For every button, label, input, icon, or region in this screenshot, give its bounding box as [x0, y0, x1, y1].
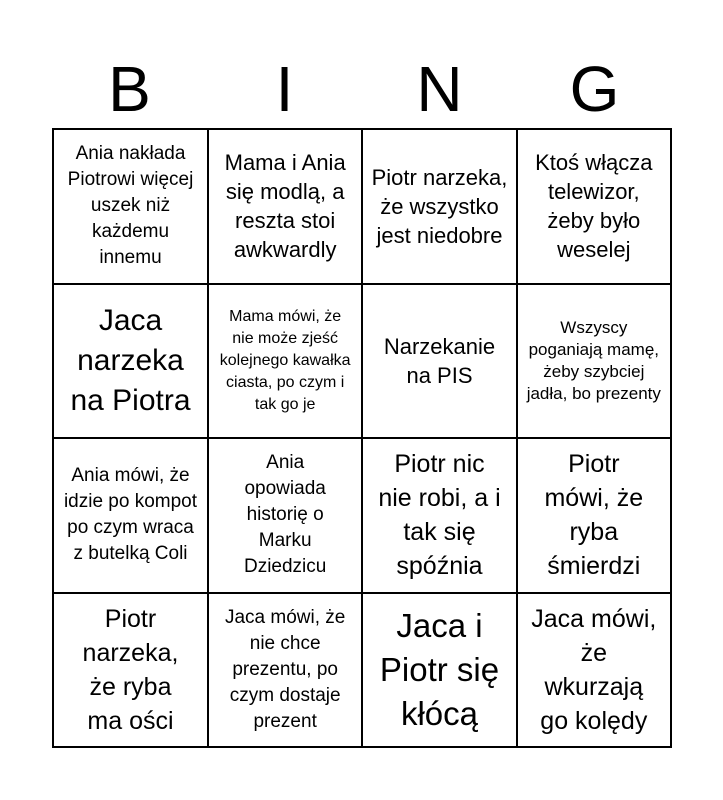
bingo-cell[interactable]	[209, 439, 363, 594]
bingo-header	[52, 50, 672, 128]
bingo-cell-text: Piotr narzeka, że wszystko jest niedobre	[371, 164, 508, 248]
bingo-cell-text: Jaca mówi, że wkurzają go kolędy	[531, 604, 657, 735]
bingo-cell-text: Ania mówi, że idzie po kompot po czym wraca z butelką Coli	[63, 465, 198, 565]
bingo-cell-text: Piotr nic nie robi, a i tak się spóźnia	[378, 450, 501, 581]
bingo-cell-text: Wszyscy poganiają mamę, żeby szybciej jadła, bo prezenty	[526, 317, 661, 403]
bingo-cell-text: Narzekanie na PIS	[383, 333, 496, 388]
header-letter-n: N	[416, 53, 463, 125]
header-letter-g: G	[569, 53, 620, 125]
bingo-cell[interactable]	[54, 285, 209, 440]
bingo-cell[interactable]	[363, 130, 517, 285]
bingo-cell-text: Mama mówi, że nie może zjeść kolejnego kawałka ciasta, po czym i tak go je	[219, 307, 351, 413]
header-letter-b: B	[108, 53, 151, 125]
bingo-cell-text: Piotr narzeka, że ryba ma ości	[82, 604, 179, 735]
bingo-cell[interactable]	[518, 439, 672, 594]
bingo-cell-text: Jaca narzeka na Piotra	[70, 303, 191, 417]
bingo-cell-text: Jaca mówi, że nie chce prezentu, po czym dostaje prezent	[224, 606, 346, 732]
bingo-cell[interactable]	[363, 439, 517, 594]
bingo-cell[interactable]	[363, 594, 517, 749]
bingo-cell[interactable]	[209, 594, 363, 749]
bingo-cell-text: Jaca i Piotr się kłócą	[379, 606, 500, 732]
bingo-cell[interactable]	[209, 285, 363, 440]
bingo-grid	[52, 128, 672, 748]
bingo-cell[interactable]	[518, 594, 672, 749]
bingo-cell-text: Piotr mówi, że ryba śmierdzi	[544, 450, 644, 581]
bingo-cell[interactable]	[518, 285, 672, 440]
bingo-cell[interactable]	[54, 130, 209, 285]
bingo-cell-text: Mama i Ania się modlą, a reszta stoi awkwardly	[224, 150, 346, 263]
bingo-cell[interactable]	[209, 130, 363, 285]
bingo-cell-text: Ania opowiada historię o Marku Dziedzicu	[243, 452, 327, 578]
bingo-cell[interactable]	[518, 130, 672, 285]
bingo-cell[interactable]	[363, 285, 517, 440]
bingo-cell[interactable]	[54, 594, 209, 749]
bingo-cell-text: Ktoś włącza telewizor, żeby było weselej	[535, 150, 653, 263]
bingo-cell-text: Ania nakłada Piotrowi więcej uszek niż każdemu innemu	[67, 143, 194, 269]
bingo-cell[interactable]	[54, 439, 209, 594]
header-letter-i: I	[275, 53, 294, 125]
